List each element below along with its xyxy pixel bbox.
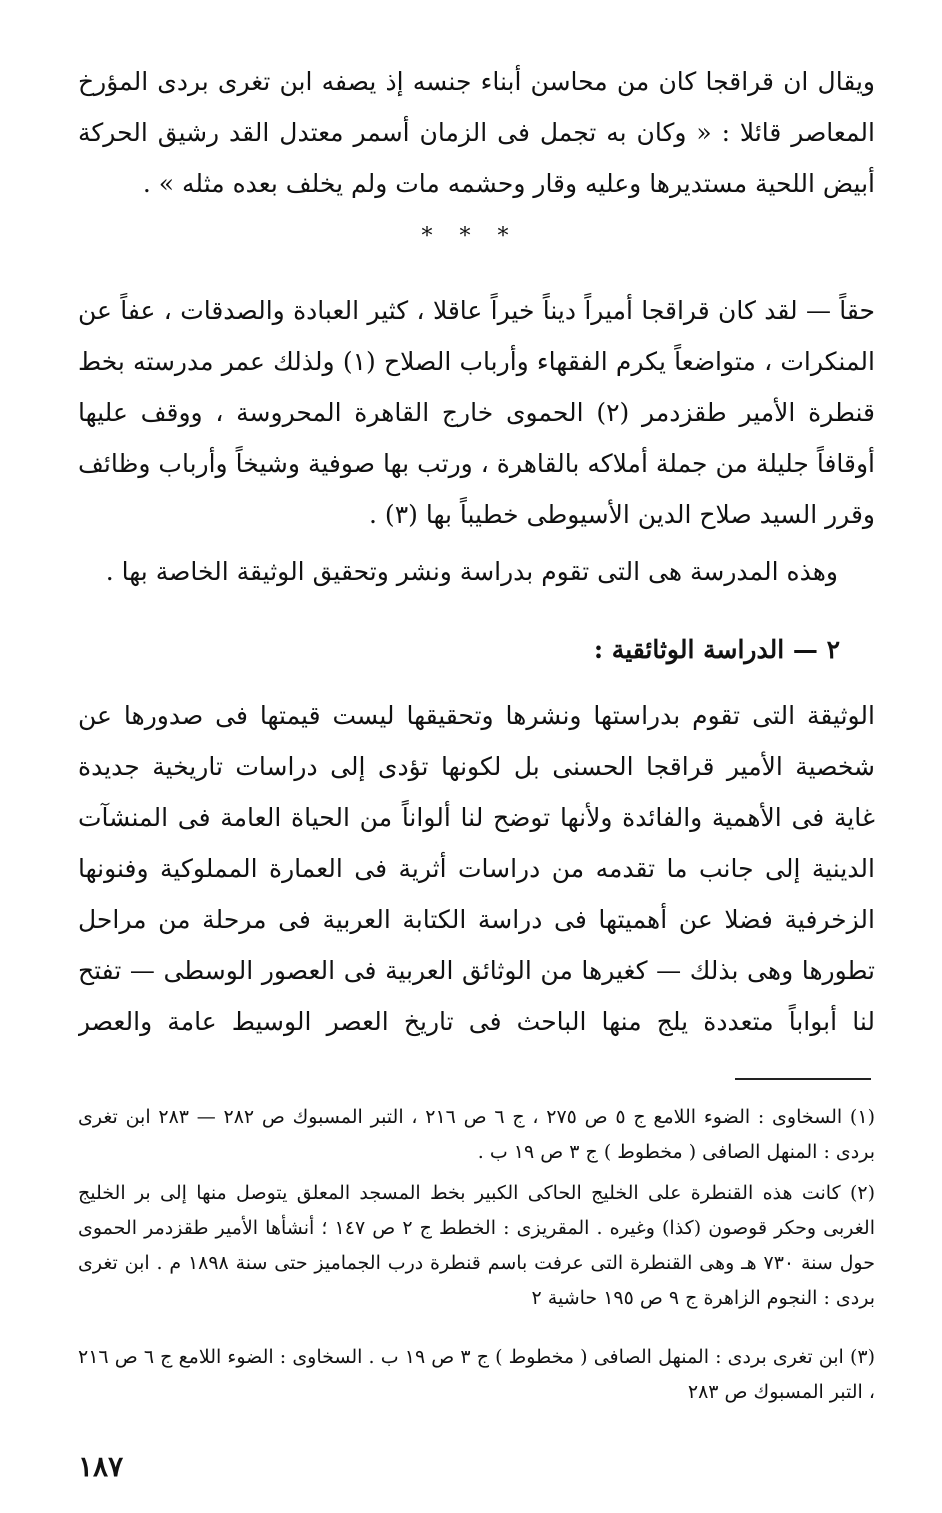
footnote-3: (٣) ابن تغرى بردى : المنهل الصافى ( مخطوط ) ج ٣ ص ١٩ ب . السخاوى : الضوء اللامع ج ٦ ص ٢١٦ ، التبر المسبوك ص ٢٨٣ [78, 1346, 875, 1403]
paragraph-biography: حقاً — لقد كان قراقجا أميراً ديناً خيراً عاقلا ، كثير العبادة والصدقات ، عفاً عن المنكرات ، متواضعاً يكرم الفقهاء وأرباب الصلاح (١) ولذلك عمر مدرسته بخط قنطرة الأمير طقزدمر (٢) الحموى خارج القاهرة المحروسة ، ووقف عليها أوقافاً جليلة من جملة أملاكه بالقاهرة ، ورتب بها صوفية وشيخاً وأرباب وظائف وقرر السيد صلاح الدين الأسيوطى خطيباً بها (٣) . [78, 296, 875, 529]
section-separator: * * * [421, 224, 519, 249]
intro-paragraph: ويقال ان قراقجا كان من محاسن أبناء جنسه إذ يصفه ابن تغرى بردى المؤرخ المعاصر قائلا : « وكان به تجمل فى الزمان أسمر معتدل القد رشيق الحركة أبيض اللحية مستديرها وعليه وقار وحشمه مات ولم يخلف بعده مثله » . [78, 67, 875, 198]
footnote-divider [735, 1078, 871, 1080]
paragraph-school: وهذه المدرسة هى التى تقوم بدراسة ونشر وتحقيق الوثيقة الخاصة بها . [105, 557, 838, 586]
section-heading: ٢ — الدراسة الوثائقية : [593, 635, 840, 664]
footnote-1: (١) السخاوى : الضوء اللامع ج ٥ ص ٢٧٥ ، ج ٦ ص ٢١٦ ، التبر المسبوك ص ٢٨٢ — ٢٨٣ ابن تغرى بردى : المنهل الصافى ( مخطوط ) ج ٣ ص ١٩ ب . [78, 1106, 875, 1163]
footnote-2: (٢) كانت هذه القنطرة على الخليج الحاكى الكبير بخط المسجد المعلق يتوصل منها إلى بر الخليج الغربى وحكر قوصون (كذا) وغيره . المقريزى : الخطط ج ٢ ص ١٤٧ ؛ أنشأها الأمير طقزدمر الحموى حول سنة ٧٣٠ هـ وهى القنطرة التى عرفت باسم قنطرة درب الجماميز حتى سنة ١٨٩٨ م . ابن تغرى بردى : النجوم الزاهرة ج ٩ ص ١٩٥ حاشية ٢ [78, 1182, 875, 1309]
paragraph-documentary-study: الوثيقة التى تقوم بدراستها ونشرها وتحقيقها ليست قيمتها فى صدورها عن شخصية الأمير قراقجا الحسنى بل لكونها تؤدى إلى دراسات تاريخية جديدة غاية فى الأهمية والفائدة ولأنها توضح لنا ألواناً من الحياة العامة فى المنشآت الدينية إلى جانب ما تقدمه من دراسات أثرية فى العمارة المملوكية وفنونها الزخرفية فضلا عن أهميتها فى دراسة الكتابة العربية فى مرحلة من مراحل تطورها وهى بذلك — كغيرها من الوثائق العربية فى العصور الوسطى — تفتح لنا أبواباً متعددة يلج منها الباحث فى تاريخ العصر الوسيط عامة والعصر [78, 701, 875, 1036]
page-number: ١٨٧ [78, 1450, 124, 1483]
